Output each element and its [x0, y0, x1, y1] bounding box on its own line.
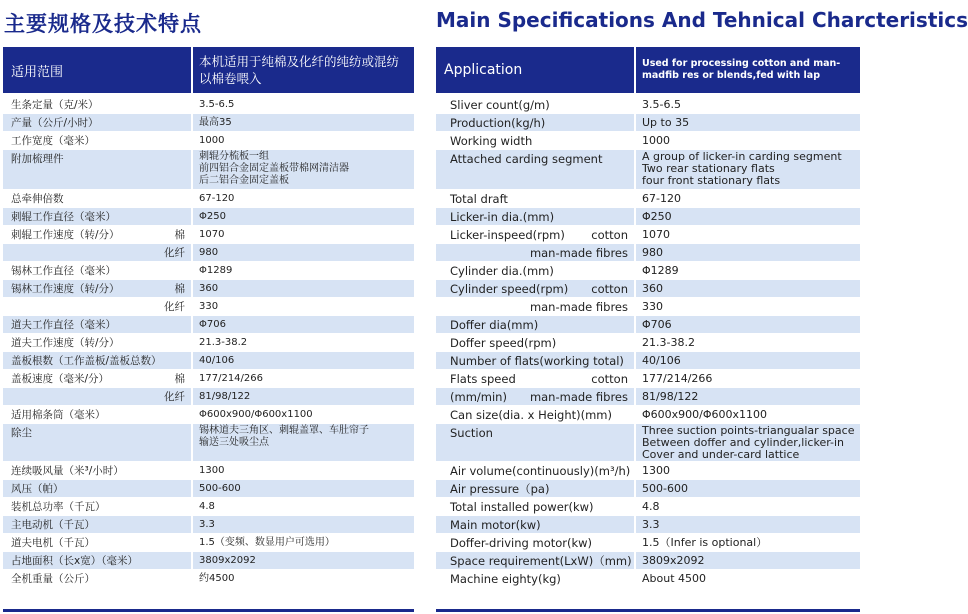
spec-label: [3, 132, 193, 149]
spec-label-text: Doffer dia(mm): [450, 318, 539, 332]
spec-label: [3, 388, 193, 405]
spec-sublabel: 棉: [174, 373, 185, 385]
spec-label-text: 道夫工作直径（毫米）: [11, 319, 116, 331]
table-row: [3, 498, 414, 516]
table-row: [436, 534, 860, 552]
spec-value: 21.3-38.2: [193, 334, 414, 351]
spec-value: 330: [636, 298, 860, 315]
spec-label-text: 盖板速度（毫米/分）: [11, 373, 110, 385]
spec-sublabel: man-made fibres: [529, 300, 628, 314]
spec-value: 1070: [636, 226, 860, 243]
spec-value: Up to 35: [636, 114, 860, 131]
spec-value: 1300: [636, 462, 860, 479]
spec-label-text: (mm/min): [450, 390, 507, 404]
table-row: [3, 334, 414, 352]
spec-value-line: Two rear stationary flats: [642, 162, 775, 175]
spec-label: [3, 424, 193, 461]
table-row: [3, 480, 414, 498]
spec-value-line: Three suction points-triangualar space: [642, 424, 855, 437]
spec-value: 1000: [636, 132, 860, 149]
spec-value: [193, 424, 414, 461]
spec-label-text: 总牵伸倍数: [11, 193, 64, 205]
spec-value: 360: [193, 280, 414, 297]
spec-value-line: 后二铝合金固定盖板: [199, 175, 289, 186]
table-row: [436, 516, 860, 534]
table-row: [3, 280, 414, 298]
spec-label-text: 刺辊工作直径（毫米）: [11, 211, 116, 223]
table-row: [436, 480, 860, 498]
spec-label: [436, 480, 636, 497]
spec-label: [436, 406, 636, 423]
spec-label: [3, 280, 193, 297]
spec-label: [436, 534, 636, 551]
spec-label: [3, 316, 193, 333]
spec-label-text: Can size(dia. x Height)(mm): [450, 408, 612, 422]
spec-sublabel: cotton: [591, 228, 628, 242]
spec-value: 500-600: [193, 480, 414, 497]
table-row: [436, 388, 860, 406]
spec-label: [436, 570, 636, 587]
spec-value: 4.8: [193, 498, 414, 515]
spec-label: [436, 190, 636, 207]
spec-value: 40/106: [636, 352, 860, 369]
spec-label-text: Main motor(kw): [450, 518, 541, 532]
spec-value: 约4500: [193, 570, 414, 587]
spec-label-text: 锡林工作直径（毫米）: [11, 265, 116, 277]
spec-label: [436, 132, 636, 149]
spec-value-line: Between doffer and cylinder,licker-in: [642, 436, 845, 449]
table-row: [3, 244, 414, 262]
spec-value: [193, 150, 414, 189]
chinese-spec-table: [3, 47, 414, 588]
table-row: [3, 352, 414, 370]
spec-value-line: 输送三处吸尘点: [199, 437, 269, 448]
spec-label: [436, 516, 636, 533]
bottom-rule: [436, 609, 860, 612]
spec-sublabel: cotton: [591, 372, 628, 386]
table-row: [436, 316, 860, 334]
spec-value: Φ600x900/Φ600x1100: [193, 406, 414, 423]
spec-value-line: A group of licker-in carding segment: [642, 150, 842, 163]
table-row: [436, 498, 860, 516]
spec-label-text: 装机总功率（千瓦）: [11, 501, 106, 513]
chinese-title: 主要规格及技术特点: [4, 12, 202, 36]
header-key: Application: [436, 47, 636, 93]
spec-label-text: Sliver count(g/m): [450, 98, 550, 112]
spec-label: [436, 370, 636, 387]
spec-label: [3, 244, 193, 261]
spec-label-text: Licker-inspeed(rpm): [450, 228, 565, 242]
spec-label-text: Cylinder dia.(mm): [450, 264, 554, 278]
spec-value: 最高35: [193, 114, 414, 131]
table-row: [436, 570, 860, 588]
spec-label: [436, 280, 636, 297]
spec-sublabel: 化纤: [164, 391, 185, 403]
spec-label-text: Production(kg/h): [450, 116, 546, 130]
spec-label-text: Air pressure（pa): [450, 482, 550, 496]
table-row: [436, 190, 860, 208]
spec-label-text: 附加梳理件: [11, 153, 64, 165]
bottom-rule: [3, 609, 414, 612]
table-row: [3, 114, 414, 132]
header-value: Used for processing cotton and man-madfib res or blends,fed with lap: [642, 58, 841, 81]
spec-value: [636, 424, 860, 461]
spec-label-text: Doffer speed(rpm): [450, 336, 557, 350]
spec-label-text: 除尘: [11, 427, 32, 439]
spec-label: [436, 424, 636, 461]
header-value: 本机适用于纯棉及化纤的纯纺或混纺以棉卷喂入: [199, 54, 400, 86]
spec-value: 21.3-38.2: [636, 334, 860, 351]
table-row: [3, 424, 414, 462]
spec-value: 500-600: [636, 480, 860, 497]
spec-label: [3, 150, 193, 189]
spec-label: [3, 114, 193, 131]
spec-value: 4.8: [636, 498, 860, 515]
table-row: [436, 280, 860, 298]
spec-label: [436, 352, 636, 369]
spec-label: [436, 244, 636, 261]
table-row: [436, 462, 860, 480]
spec-label: [3, 462, 193, 479]
spec-label: [3, 552, 193, 569]
spec-value: 3809x2092: [636, 552, 860, 569]
spec-value: Φ250: [636, 208, 860, 225]
spec-label-text: 道夫电机（千瓦）: [11, 537, 95, 549]
table-row: [436, 552, 860, 570]
spec-label-text: Doffer-driving motor(kw): [450, 536, 593, 550]
spec-value: 3.5-6.5: [636, 96, 860, 113]
table-row: [436, 226, 860, 244]
table-row: [3, 388, 414, 406]
spec-label: [3, 370, 193, 387]
spec-label-text: 主电动机（千瓦）: [11, 519, 95, 531]
spec-label-text: 全机重量（公斤）: [11, 573, 95, 585]
spec-value: 1070: [193, 226, 414, 243]
table-row: [3, 552, 414, 570]
spec-label: [436, 298, 636, 315]
spec-label: [436, 96, 636, 113]
table-row: [3, 316, 414, 334]
spec-label-text: 连续吸风量（米³/小时）: [11, 465, 124, 477]
spec-value-line: Cover and under-card lattice: [642, 448, 800, 461]
table-row: [3, 208, 414, 226]
spec-label-text: 工作宽度（毫米）: [11, 135, 95, 147]
spec-label: [436, 262, 636, 279]
spec-value: 177/214/266: [193, 370, 414, 387]
table-row: [436, 370, 860, 388]
table-row: [3, 150, 414, 190]
spec-sublabel: 化纤: [164, 301, 185, 313]
spec-value: About 4500: [636, 570, 860, 587]
table-row: [3, 190, 414, 208]
spec-value: 3.3: [193, 516, 414, 533]
spec-value: 3.3: [636, 516, 860, 533]
spec-label: [3, 298, 193, 315]
spec-label: [3, 208, 193, 225]
spec-value: 3809x2092: [193, 552, 414, 569]
spec-value: 330: [193, 298, 414, 315]
spec-sublabel: man-made fibres: [529, 390, 628, 404]
table-row: [3, 262, 414, 280]
spec-sublabel: 棉: [174, 229, 185, 241]
spec-value: 1000: [193, 132, 414, 149]
table-header: [436, 47, 860, 96]
spec-value: 81/98/122: [193, 388, 414, 405]
table-row: [3, 462, 414, 480]
spec-value: [636, 150, 860, 189]
table-row: [436, 424, 860, 462]
spec-label: [3, 534, 193, 551]
spec-label: [436, 462, 636, 479]
spec-label: [436, 552, 636, 569]
spec-label-text: Machine eighty(kg): [450, 572, 561, 586]
spec-value-line: 刺辊分梳板一组: [199, 151, 269, 162]
spec-sublabel: 棉: [174, 283, 185, 295]
spec-label: [3, 480, 193, 497]
table-row: [3, 298, 414, 316]
table-row: [436, 208, 860, 226]
spec-label-text: Suction: [450, 426, 493, 440]
table-row: [436, 150, 860, 190]
spec-value: 980: [636, 244, 860, 261]
table-row: [436, 262, 860, 280]
spec-value: 360: [636, 280, 860, 297]
spec-label: [3, 352, 193, 369]
table-row: [3, 132, 414, 150]
header-key: 适用范围: [3, 47, 193, 93]
table-row: [436, 406, 860, 424]
spec-label: [3, 262, 193, 279]
spec-label-text: Attached carding segment: [450, 152, 603, 166]
spec-label-text: 锡林工作速度（转/分）: [11, 283, 120, 295]
spec-label-text: Number of flats(working total): [450, 354, 624, 368]
spec-label: [436, 114, 636, 131]
spec-value: Φ600x900/Φ600x1100: [636, 406, 860, 423]
spec-value: Φ1289: [636, 262, 860, 279]
table-row: [3, 226, 414, 244]
spec-label: [3, 570, 193, 587]
spec-label: [436, 498, 636, 515]
spec-label-text: 刺辊工作速度（转/分）: [11, 229, 120, 241]
table-row: [436, 96, 860, 114]
spec-label: [3, 406, 193, 423]
spec-label: [3, 226, 193, 243]
spec-value: Φ706: [193, 316, 414, 333]
spec-label-text: Total installed power(kw): [450, 500, 594, 514]
spec-sublabel: cotton: [591, 282, 628, 296]
spec-value: Φ706: [636, 316, 860, 333]
spec-label: [436, 334, 636, 351]
table-row: [3, 516, 414, 534]
spec-label-text: Air volume(continuously)(m³/h): [450, 464, 631, 478]
spec-label-text: Flats speed: [450, 372, 516, 386]
spec-value: 67-120: [636, 190, 860, 207]
table-row: [3, 96, 414, 114]
spec-value-line: 锡林道夫三角区、刺辊盖罩、车肚帘子: [199, 425, 369, 436]
spec-value: 1.5（Infer is optional）: [636, 534, 860, 551]
table-row: [436, 114, 860, 132]
spec-label-text: 道夫工作速度（转/分）: [11, 337, 120, 349]
spec-label: [436, 208, 636, 225]
spec-value: 980: [193, 244, 414, 261]
spec-value: 40/106: [193, 352, 414, 369]
spec-value-line: four front stationary flats: [642, 174, 781, 187]
spec-label: [436, 316, 636, 333]
spec-label: [436, 150, 636, 189]
spec-label: [3, 498, 193, 515]
table-row: [436, 244, 860, 262]
table-header: [3, 47, 414, 96]
spec-label-text: Working width: [450, 134, 533, 148]
spec-value: Φ1289: [193, 262, 414, 279]
spec-label-text: Cylinder speed(rpm): [450, 282, 569, 296]
table-row: [3, 406, 414, 424]
table-row: [3, 534, 414, 552]
spec-label-text: 盖板根数（工作盖板/盖板总数）: [11, 355, 162, 367]
spec-value: 1.5（变频、数显用户可选用）: [193, 534, 414, 551]
spec-value-line: 前四铝合金固定盖板带棉网清洁器: [199, 163, 349, 174]
spec-sublabel: man-made fibres: [529, 246, 628, 260]
table-row: [436, 352, 860, 370]
spec-label-text: Licker-in dia.(mm): [450, 210, 555, 224]
spec-label: [3, 190, 193, 207]
table-row: [3, 570, 414, 588]
spec-label: [3, 334, 193, 351]
spec-value: 3.5-6.5: [193, 96, 414, 113]
spec-label-text: Space requirement(LxW)（mm): [450, 554, 632, 568]
spec-label: [3, 96, 193, 113]
spec-label: [436, 226, 636, 243]
table-row: [436, 298, 860, 316]
spec-value: 67-120: [193, 190, 414, 207]
spec-value: 81/98/122: [636, 388, 860, 405]
spec-value: Φ250: [193, 208, 414, 225]
spec-value: 177/214/266: [636, 370, 860, 387]
spec-label-text: 生条定量（克/米）: [11, 99, 99, 111]
english-spec-table: [436, 47, 860, 588]
spec-label-text: 占地面积（长x宽）（毫米）: [11, 555, 138, 567]
spec-label: [436, 388, 636, 405]
spec-label-text: 产量（公斤/小时）: [11, 117, 99, 129]
spec-label: [3, 516, 193, 533]
english-title: Main Specifications And Tehnical Charcteristics: [436, 8, 968, 32]
spec-value: 1300: [193, 462, 414, 479]
spec-label-text: 适用棉条筒（毫米）: [11, 409, 106, 421]
spec-label-text: Total draft: [450, 192, 508, 206]
table-row: [436, 132, 860, 150]
spec-sublabel: 化纤: [164, 247, 185, 259]
spec-label-text: 风压（帕）: [11, 483, 64, 495]
table-row: [3, 370, 414, 388]
table-row: [436, 334, 860, 352]
